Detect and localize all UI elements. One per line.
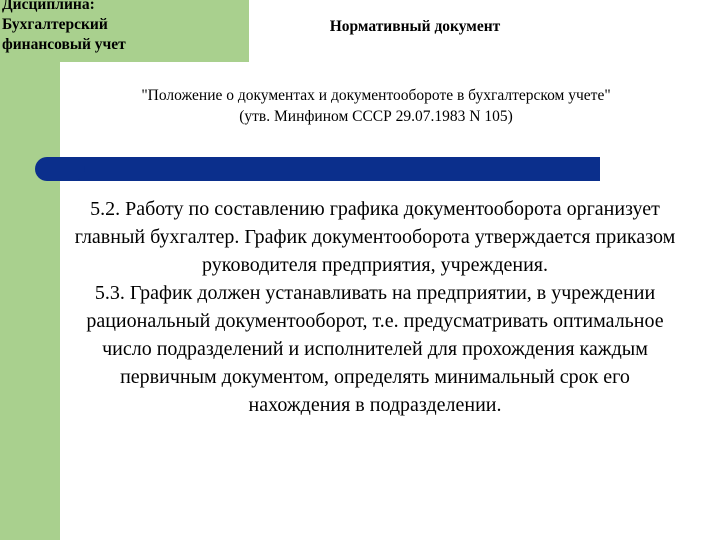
paragraph-5-3: 5.3. График должен устанавливать на предприятии, в учреждении рациональный документооборот, т.е. предусматривать оптимальное число подразделений и исполнителей для прохождения каждым первичным документом, определять минимальный срок его нахождения в подразделении. [86,282,664,416]
discipline-line: финансовый учет [2,36,126,53]
document-title-line: "Положение о документах и документообороте в бухгалтерском учете" [141,87,611,104]
discipline-line: Бухгалтерский [2,16,108,33]
discipline-header-box [0,0,250,62]
discipline-line: Дисциплина: [2,0,95,13]
divider-bar [60,157,600,181]
paragraph-5-2: 5.2. Работу по составлению графика документооборота организует главный бухгалтер. График документооборота утверждается приказом руководителя предприятия, учреждения. [74,198,676,276]
discipline-label [2,0,242,55]
body-text [70,195,680,419]
document-title-line: (утв. Минфином СССР 29.07.1983 N 105) [239,108,513,125]
document-title [62,85,690,127]
document-type-heading: Нормативный документ [329,18,501,35]
left-accent-sidebar [0,0,60,540]
